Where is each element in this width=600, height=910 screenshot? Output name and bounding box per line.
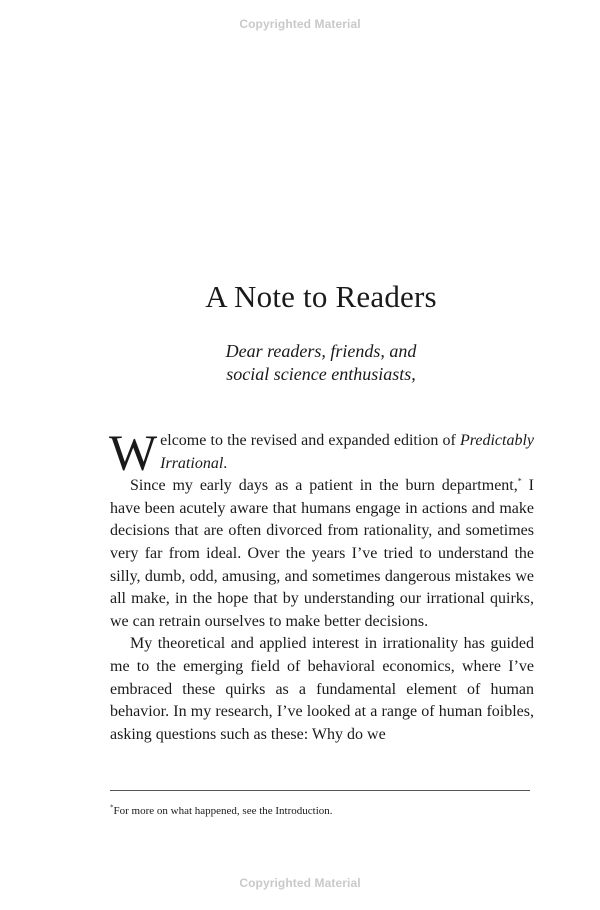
salutation [0, 340, 600, 386]
paragraph-behavioral-economics: My theoretical and applied interest in irrationality has guided me to the emerging field of behavioral economics, where I’ve embraced these quirks as a fundamental element of human behavior. In my research, I’ve looked at a range of human foibles, asking questions such as these: Why do we [110, 635, 534, 743]
copyright-watermark-bottom: Copyrighted Material [239, 876, 361, 890]
footnote-divider [110, 790, 530, 791]
salutation-line-2: social science enthusiasts, [226, 364, 416, 384]
paragraph-burn-text-a: Since my early days as a patient in the burn department, [130, 477, 518, 495]
paragraph-burn-department [110, 475, 534, 633]
body-text [109, 426, 534, 746]
book-title: Predictably Irrational [160, 432, 534, 472]
paragraph-burn-text-b: I have been acutely aware that humans engage in actions and make decisions that are often divorced from rationality, and sometimes very far from ideal. Over the years I’ve tried to understand the silly, dumb, odd, amusing, and sometimes dangerous mistakes we all make, in the hope that by understanding our irrational quirks, we can retrain ourselves to make better decisions. [110, 477, 534, 630]
drop-cap: W [109, 426, 158, 482]
salutation-line-1: Dear readers, friends, and [225, 341, 417, 361]
footnote-text: For more on what happened, see the Introduction. [113, 805, 333, 817]
footnote [110, 804, 534, 818]
copyright-watermark-top: Copyrighted Material [239, 17, 361, 31]
footnote-reference[interactable]: * [517, 476, 522, 486]
paragraph-welcome-text: elcome to the revised and expanded edition of [160, 432, 460, 449]
footnote-mark: * [110, 803, 114, 812]
chapter-title: A Note to Readers [205, 279, 437, 314]
paragraph-welcome-end: . [223, 454, 228, 472]
paragraph-welcome [109, 426, 534, 482]
